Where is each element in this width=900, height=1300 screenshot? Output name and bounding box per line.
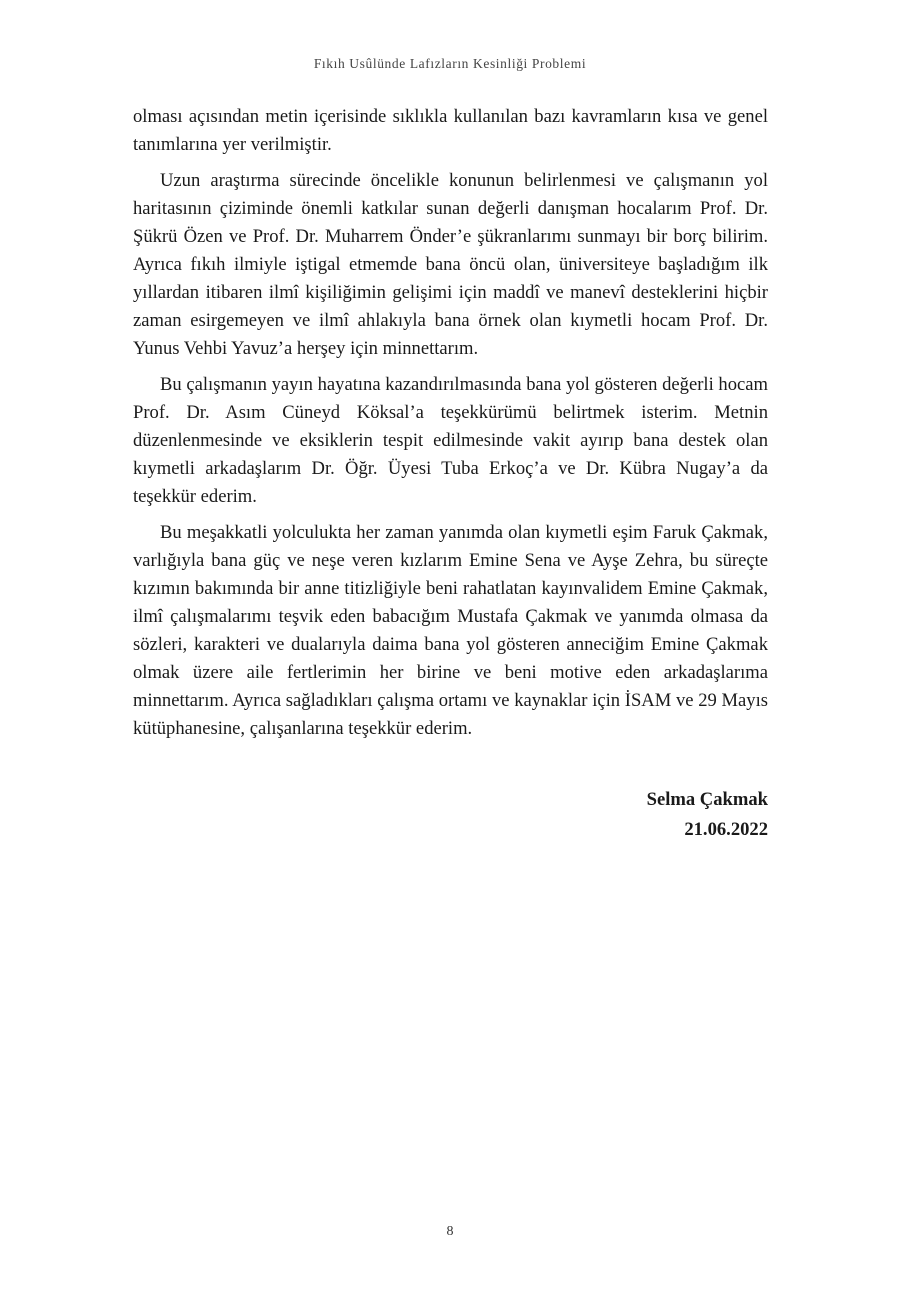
running-header-title: Fıkıh Usûlünde Lafızların Kesinliği Problemi — [313, 56, 587, 71]
author-name: Selma Çakmak — [646, 789, 768, 810]
page-number: 8 — [446, 1224, 454, 1239]
paragraph-continued: olması açısından metin içerisinde sıklıkla kullanılan bazı kavramların kısa ve genel tanımlarına yer verilmiştir. — [133, 106, 768, 155]
signature-block — [133, 785, 768, 845]
paragraph-publication-thanks: Bu çalışmanın yayın hayatına kazandırılmasında bana yol gösteren değerli hocam Prof. Dr. Asım Cüneyd Köksal’a teşekkürümü belirtmek isterim. Metnin düzenlenmesinde ve eksiklerin tespit edilmesinde vakit ayırıp bana destek olan kıymetli arkadaşlarım Dr. Öğr. Üyesi Tuba Erkoç’a ve Dr. Kübra Nugay’a da teşekkür ederim. — [133, 374, 768, 507]
paragraph-family-thanks: Bu meşakkatli yolculukta her zaman yanımda olan kıymetli eşim Faruk Çakmak, varlığıyla bana güç ve neşe veren kızlarım Emine Sena ve Ayşe Zehra, bu süreçte kızımın bakımında bir anne titizliğiyle beni rahatlatan kayınvalidem Emine Çakmak, ilmî çalışmalarımı teşvik eden babacığım Mustafa Çakmak ve yanımda olmasa da sözleri, karakteri ve dualarıyla daima bana yol gösteren anneciğim Emine Çakmak olmak üzere aile fertlerimin her birine ve beni motive eden arkadaşlarıma minnettarım. Ayrıca sağladıkları çalışma ortamı ve kaynaklar için İSAM ve 29 Mayıs kütüphanesine, çalışanlarına teşekkür ederim. — [133, 522, 768, 739]
body-text — [133, 103, 768, 751]
signature-date: 21.06.2022 — [684, 819, 768, 840]
paragraph-advisors: Uzun araştırma sürecinde öncelikle konunun belirlenmesi ve çalışmanın yol haritasının çiziminde önemli katkılar sunan değerli danışman hocalarım Prof. Dr. Şükrü Özen ve Prof. Dr. Muharrem Önder’e şükranlarımı sunmayı bir borç bilirim. Ayrıca fıkıh ilmiyle iştigal etmemde bana öncü olan, üniversiteye başladığım ilk yıllardan itibaren ilmî kişiliğimin gelişimi için maddî ve manevî desteklerini hiçbir zaman esirgemeyen ve ilmî ahlakıyla bana örnek olan kıymetli hocam Prof. Dr. Yunus Vehbi Yavuz’a herşey için minnettarım. — [133, 170, 768, 359]
